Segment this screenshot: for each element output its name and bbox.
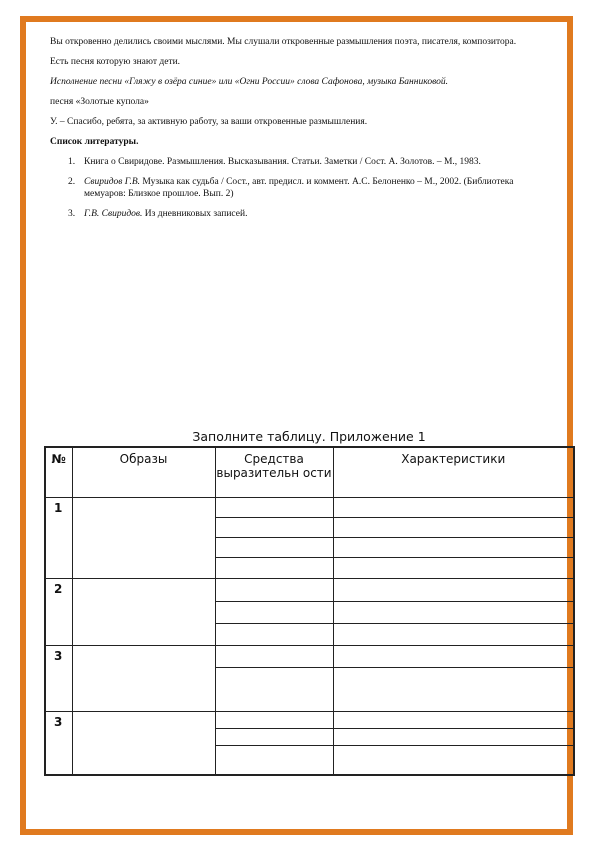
- cell-characteristics[interactable]: [333, 711, 574, 728]
- cell-images[interactable]: [72, 497, 215, 578]
- literature-item-number: 1.: [68, 157, 76, 167]
- cell-means[interactable]: [215, 601, 333, 623]
- cell-characteristics[interactable]: [333, 645, 574, 667]
- table-title-appendix: Приложение 1: [325, 429, 426, 444]
- cell-means[interactable]: [215, 537, 333, 557]
- header-number: №: [45, 447, 72, 497]
- cell-means[interactable]: [215, 745, 333, 775]
- fill-in-table: [44, 446, 575, 776]
- cell-characteristics[interactable]: [333, 623, 574, 645]
- cell-means[interactable]: [215, 557, 333, 578]
- cell-means[interactable]: [215, 497, 333, 517]
- paragraph-song-children: Есть песня которую знают дети.: [50, 57, 181, 67]
- paragraph-thoughts: Вы откровенно делились своими мыслями. Мы слушали откровенные размышления поэта, писателя, композитора.: [50, 37, 517, 47]
- document-body: [50, 36, 560, 228]
- table-title-main: Заполните таблицу.: [192, 429, 326, 444]
- cell-characteristics[interactable]: [333, 601, 574, 623]
- literature-item: [50, 208, 554, 220]
- paragraph-song-golden-domes: песня «Золотые купола»: [50, 97, 149, 107]
- header-characteristics: Характеристики: [333, 447, 574, 497]
- cell-characteristics[interactable]: [333, 578, 574, 601]
- paragraph-teacher-thanks: У. – Спасибо, ребята, за активную работу, за ваши откровенные размышления.: [50, 117, 368, 127]
- header-images: Образы: [72, 447, 215, 497]
- cell-images[interactable]: [72, 711, 215, 775]
- cell-images[interactable]: [72, 645, 215, 711]
- literature-list: [50, 156, 560, 220]
- cell-means[interactable]: [215, 517, 333, 537]
- literature-item: [50, 176, 554, 200]
- literature-heading: Список литературы.: [50, 137, 139, 147]
- row-number: 1: [45, 497, 72, 578]
- table-row: [45, 645, 574, 667]
- cell-means[interactable]: [215, 578, 333, 601]
- table-row: [45, 497, 574, 517]
- table-row: [45, 578, 574, 601]
- cell-characteristics[interactable]: [333, 497, 574, 517]
- row-number: 3: [45, 711, 72, 775]
- cell-images[interactable]: [72, 578, 215, 645]
- cell-characteristics[interactable]: [333, 667, 574, 711]
- paragraph-song-performance: Исполнение песни «Гляжу в озёра синие» или «Огни России» слова Сафонова, музыка Банниковой.: [50, 77, 448, 87]
- cell-characteristics[interactable]: [333, 557, 574, 578]
- literature-item-number: 3.: [68, 209, 76, 219]
- cell-characteristics[interactable]: [333, 517, 574, 537]
- cell-means[interactable]: [215, 645, 333, 667]
- literature-item-author: Свиридов Г.В.: [84, 177, 141, 187]
- header-means: Средства выразительн ости: [215, 447, 333, 497]
- table-header-row: [45, 447, 574, 497]
- cell-means[interactable]: [215, 623, 333, 645]
- cell-characteristics[interactable]: [333, 537, 574, 557]
- literature-item-number: 2.: [68, 177, 76, 187]
- literature-item-text: Книга о Свиридове. Размышления. Высказывания. Статьи. Заметки / Сост. А. Золотов. – М., 1983.: [84, 157, 481, 167]
- cell-means[interactable]: [215, 711, 333, 728]
- literature-item-text: Музыка как судьба / Сост., авт. предисл. и коммент. А.С. Белоненко – М., 2002. (Библиотека мемуаров: Близкое прошлое. Вып. 2): [84, 177, 514, 199]
- table-row: [45, 711, 574, 728]
- literature-item-author: Г.В. Свиридов.: [84, 209, 143, 219]
- cell-characteristics[interactable]: [333, 728, 574, 745]
- literature-item-text: Из дневниковых записей.: [142, 209, 248, 219]
- cell-characteristics[interactable]: [333, 745, 574, 775]
- cell-means[interactable]: [215, 667, 333, 711]
- row-number: 3: [45, 645, 72, 711]
- cell-means[interactable]: [215, 728, 333, 745]
- table-title: [44, 429, 574, 444]
- row-number: 2: [45, 578, 72, 645]
- literature-item: [50, 156, 554, 168]
